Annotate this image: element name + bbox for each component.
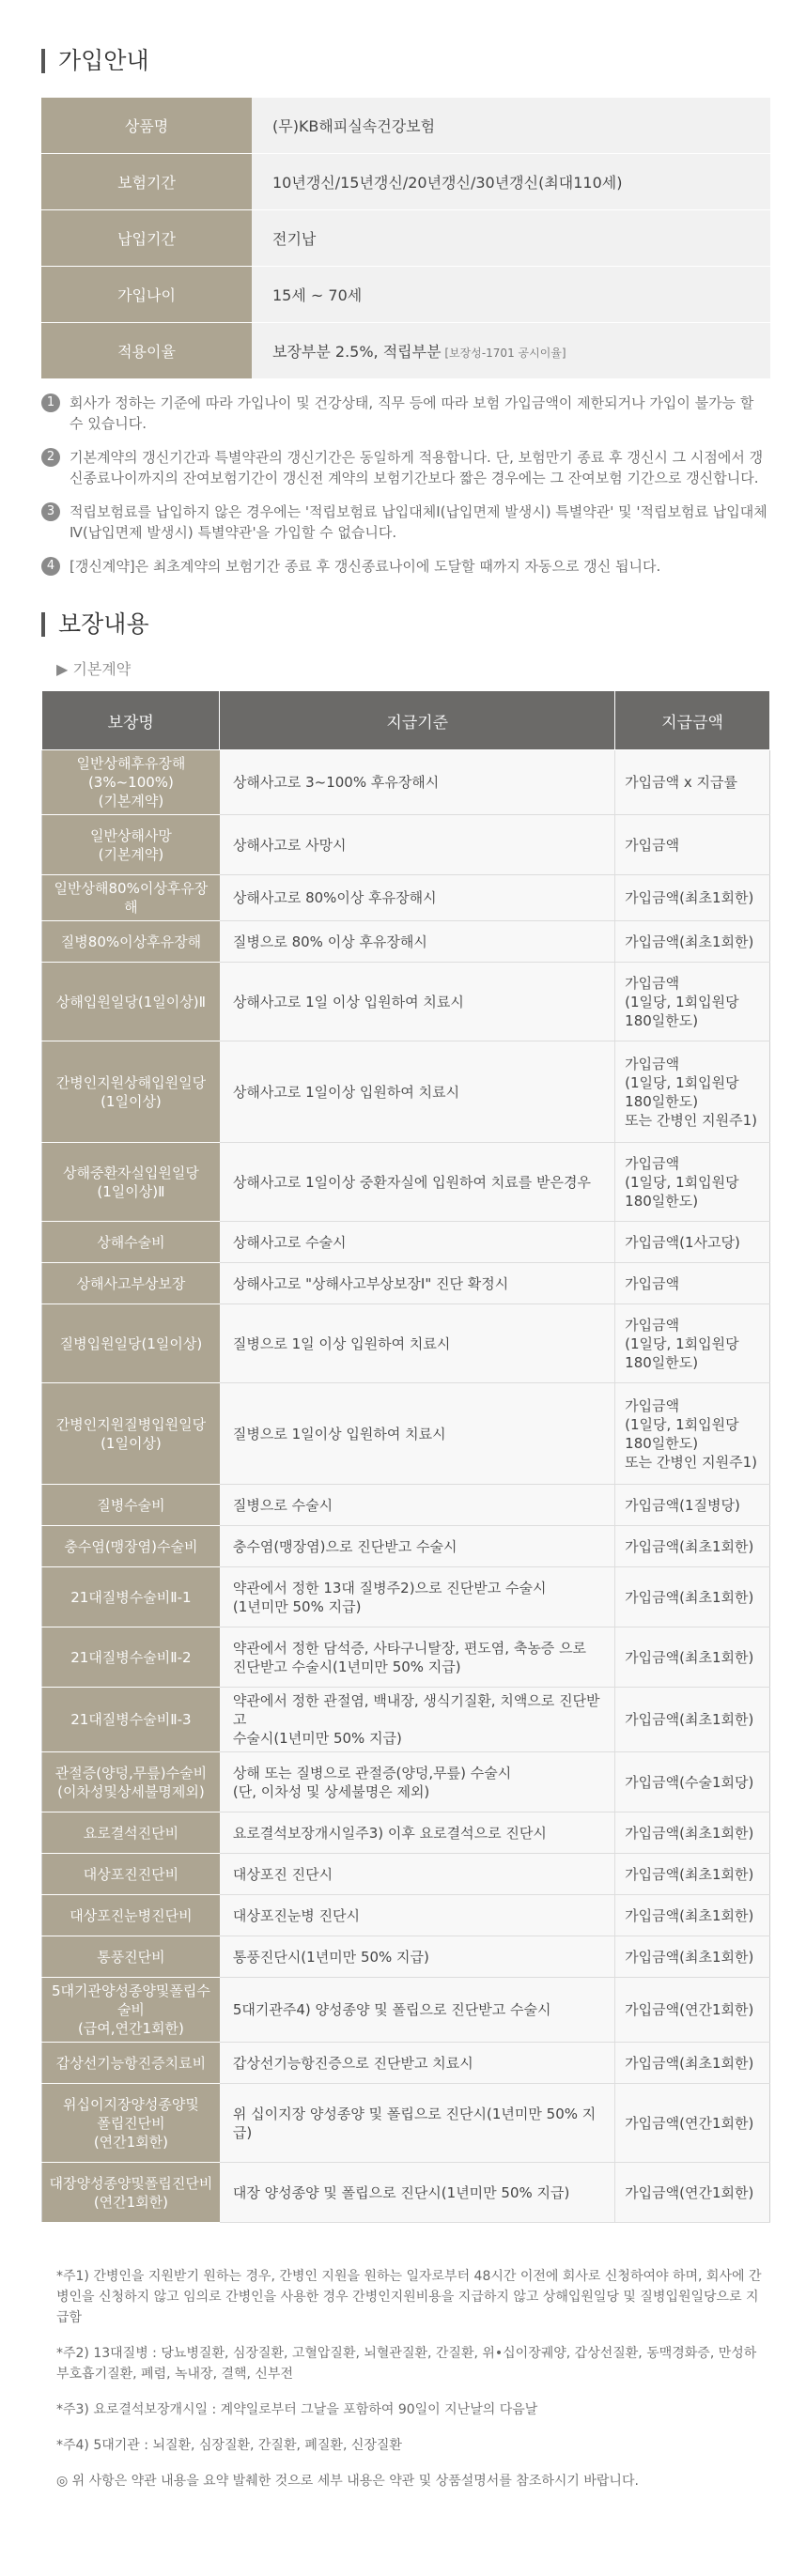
coverage-name: 21대질병수술비Ⅱ-2 xyxy=(42,1627,220,1688)
coverage-name: 대상포진눈병진단비 xyxy=(42,1895,220,1936)
coverage-amount: 가입금액 (1일당, 1회입원당 180일한도) 또는 간병인 지원주1) xyxy=(615,1383,770,1485)
coverage-amount: 가입금액(최초1회한) xyxy=(615,1627,770,1688)
coverage-amount: 가입금액(연간1회한) xyxy=(615,2163,770,2223)
coverage-criteria: 상해사고로 "상해사고부상보장Ⅰ" 진단 확정시 xyxy=(220,1263,615,1304)
coverage-amount: 가입금액 (1일당, 1회입원당 180일한도) 또는 간병인 지원주1) xyxy=(615,1041,770,1143)
coverage-name: 21대질병수술비Ⅱ-1 xyxy=(42,1567,220,1627)
coverage-name: 상해입원일당(1일이상)Ⅱ xyxy=(42,963,220,1041)
coverage-amount: 가입금액(최초1회한) xyxy=(615,1567,770,1627)
coverage-row xyxy=(42,750,770,815)
coverage-amount: 가입금액(연간1회한) xyxy=(615,1978,770,2043)
coverage-criteria: 상해사고로 1일 이상 입원하여 치료시 xyxy=(220,963,615,1041)
coverage-criteria: 질병으로 80% 이상 후유장해시 xyxy=(220,921,615,963)
coverage-row xyxy=(42,1895,770,1936)
info-value-note: [보장성-1701 공시이율] xyxy=(441,347,566,360)
coverage-criteria: 요로결석보장개시일주3) 이후 요로결석으로 진단시 xyxy=(220,1812,615,1854)
coverage-row xyxy=(42,815,770,875)
header-coverage-name: 보장명 xyxy=(42,691,220,750)
info-key: 보험기간 xyxy=(41,154,252,210)
coverage-name: 일반상해80%이상후유장해 xyxy=(42,875,220,921)
footnote: *주2) 13대질병 : 당뇨병질환, 심장질환, 고혈압질환, 뇌혈관질환, 간질환, 위•십이장궤양, 갑상선질환, 동맥경화증, 만성하부호흡기질환, 폐렴, 녹내장, 결핵, 신부전 xyxy=(56,2346,757,2382)
info-value xyxy=(252,154,770,210)
note-text: 적립보험료를 납입하지 않은 경우에는 '적립보험료 납입대체Ⅰ(납입면제 발생시) 특별약관' 및 '적립보험료 납입대체Ⅳ(납입면제 발생시) 특별약관'을 가입할 수 없습니다. xyxy=(70,503,767,541)
coverage-name: 상해수술비 xyxy=(42,1222,220,1263)
coverage-name: 일반상해후유장해(3%~100%) (기본계약) xyxy=(42,750,220,815)
footnote: *주4) 5대기관 : 뇌질환, 심장질환, 간질환, 폐질환, 신장질환 xyxy=(56,2438,402,2453)
coverage-row xyxy=(42,1383,770,1485)
footnote: ◎ 위 사항은 약관 내용을 요약 발췌한 것으로 세부 내용은 약관 및 상품설명서를 참조하시기 바랍니다. xyxy=(56,2474,639,2489)
coverage-criteria: 대장 양성종양 및 폴립으로 진단시(1년미만 50% 지급) xyxy=(220,2163,615,2223)
note-text: 회사가 정하는 기준에 따라 가입나이 및 건강상태, 직무 등에 따라 보험 가입금액이 제한되거나 가입이 불가능 할 수 있습니다. xyxy=(70,394,754,432)
coverage-row xyxy=(42,1304,770,1383)
coverage-criteria: 상해사고로 수술시 xyxy=(220,1222,615,1263)
info-row xyxy=(41,210,770,267)
footnote: *주1) 간병인을 지원받기 원하는 경우, 간병인 지원을 원하는 일자로부터 48시간 이전에 회사로 신청하여야 하며, 회사에 간병인을 신청하지 않고 임의로 간병인을 사용한 경우 간병인지원비용을 지급하지 않고 상해입원일당 및 질병입원일당으로 지급함 xyxy=(56,2269,762,2325)
section-title-join-info: 가입안내 xyxy=(41,49,149,73)
coverage-amount: 가입금액(1질병당) xyxy=(615,1485,770,1526)
coverage-criteria: 질병으로 1일이상 입원하여 치료시 xyxy=(220,1383,615,1485)
info-value-text: 전기납 xyxy=(272,230,317,248)
note-number-icon: 4 xyxy=(41,557,60,576)
coverage-row xyxy=(42,1222,770,1263)
note-number-icon: 1 xyxy=(41,393,60,412)
coverage-name: 대상포진진단비 xyxy=(42,1854,220,1895)
coverage-criteria: 5대기관주4) 양성종양 및 폴립으로 진단받고 수술시 xyxy=(220,1978,615,2043)
coverage-name: 일반상해사망 (기본계약) xyxy=(42,815,220,875)
coverage-criteria: 충수염(맹장염)으로 진단받고 수술시 xyxy=(220,1526,615,1567)
coverage-amount: 가입금액(최초1회한) xyxy=(615,921,770,963)
note-text: [갱신계약]은 최초계약의 보험기간 종료 후 갱신종료나이에 도달할 때까지 자동으로 갱신 됩니다. xyxy=(70,558,661,575)
info-value xyxy=(252,210,770,267)
coverage-row xyxy=(42,963,770,1041)
coverage-criteria: 질병으로 수술시 xyxy=(220,1485,615,1526)
info-row xyxy=(41,98,770,154)
coverage-row xyxy=(42,1688,770,1752)
coverage-name: 충수염(맹장염)수술비 xyxy=(42,1526,220,1567)
coverage-name: 통풍진단비 xyxy=(42,1936,220,1978)
coverage-row xyxy=(42,875,770,921)
coverage-amount: 가입금액(최초1회한) xyxy=(615,2043,770,2084)
coverage-name: 간병인지원질병입원일당 (1일이상) xyxy=(42,1383,220,1485)
coverage-criteria: 대상포진 진단시 xyxy=(220,1854,615,1895)
coverage-criteria: 상해사고로 1일이상 중환자실에 입원하여 치료를 받은경우 xyxy=(220,1143,615,1222)
info-key: 상품명 xyxy=(41,98,252,154)
coverage-name: 질병입원일당(1일이상) xyxy=(42,1304,220,1383)
coverage-row xyxy=(42,1485,770,1526)
coverage-row xyxy=(42,1812,770,1854)
coverage-name: 관절증(양덩,무릎)수술비 (이차성및상세불명제외) xyxy=(42,1752,220,1812)
coverage-criteria: 갑상선기능항진증으로 진단받고 치료시 xyxy=(220,2043,615,2084)
info-value xyxy=(252,267,770,323)
coverage-row xyxy=(42,1627,770,1688)
coverage-row xyxy=(42,1752,770,1812)
coverage-amount: 가입금액(최초1회한) xyxy=(615,1895,770,1936)
coverage-criteria: 상해사고로 80%이상 후유장해시 xyxy=(220,875,615,921)
info-row xyxy=(41,323,770,379)
join-info-table xyxy=(41,98,770,379)
coverage-amount: 가입금액 xyxy=(615,1263,770,1304)
header-criteria: 지급기준 xyxy=(220,691,615,750)
coverage-criteria: 대상포진눈병 진단시 xyxy=(220,1895,615,1936)
coverage-name: 21대질병수술비Ⅱ-3 xyxy=(42,1688,220,1752)
coverage-amount: 가입금액(최초1회한) xyxy=(615,1812,770,1854)
coverage-criteria: 상해사고로 3~100% 후유장해시 xyxy=(220,750,615,815)
info-key: 가입나이 xyxy=(41,267,252,323)
info-row xyxy=(41,267,770,323)
coverage-criteria: 상해사고로 1일이상 입원하여 치료시 xyxy=(220,1041,615,1143)
note-number-icon: 3 xyxy=(41,502,60,521)
footnotes xyxy=(56,2266,763,2507)
note-item xyxy=(41,556,770,577)
join-info-notes xyxy=(41,393,770,584)
coverage-row xyxy=(42,1526,770,1567)
coverage-amount: 가입금액(최초1회한) xyxy=(615,875,770,921)
info-value xyxy=(252,323,770,379)
info-value-text: 15세 ~ 70세 xyxy=(272,286,363,304)
coverage-amount: 가입금액(수술1회당) xyxy=(615,1752,770,1812)
header-amount: 지급금액 xyxy=(615,691,770,750)
coverage-criteria: 위 십이지장 양성종양 및 폴립으로 진단시(1년미만 50% 지급) xyxy=(220,2084,615,2163)
note-text: 기본계약의 갱신기간과 특별약관의 갱신기간은 동일하게 적용합니다. 단, 보험만기 종료 후 갱신시 그 시점에서 갱신종료나이까지의 잔여보험기간이 갱신전 계약의 보험기간보다 짧은 경우에는 그 잔여보험 기간으로 갱신합니다. xyxy=(70,449,764,486)
info-row xyxy=(41,154,770,210)
coverage-row xyxy=(42,1978,770,2043)
coverage-name: 질병80%이상후유장해 xyxy=(42,921,220,963)
coverage-amount: 가입금액 (1일당, 1회입원당 180일한도) xyxy=(615,1143,770,1222)
coverage-row xyxy=(42,1854,770,1895)
coverage-criteria: 질병으로 1일 이상 입원하여 치료시 xyxy=(220,1304,615,1383)
info-value-text: (무)KB해피실속건강보험 xyxy=(272,117,436,135)
coverage-criteria: 상해 또는 질병으로 관절증(양덩,무릎) 수술시 (단, 이차성 및 상세불명은 제외) xyxy=(220,1752,615,1812)
note-item xyxy=(41,393,770,434)
coverage-amount: 가입금액(1사고당) xyxy=(615,1222,770,1263)
coverage-row xyxy=(42,1143,770,1222)
coverage-name: 위십이지장양성종양및 폴립진단비 (연간1회한) xyxy=(42,2084,220,2163)
coverage-amount: 가입금액 x 지급률 xyxy=(615,750,770,815)
coverage-amount: 가입금액 (1일당, 1회입원당 180일한도) xyxy=(615,963,770,1041)
note-item xyxy=(41,447,770,488)
coverage-criteria: 약관에서 정한 관절염, 백내장, 생식기질환, 치액으로 진단받고 수술시(1년미만 50% 지급) xyxy=(220,1688,615,1752)
coverage-table xyxy=(41,690,770,2223)
coverage-amount: 가입금액(최초1회한) xyxy=(615,1936,770,1978)
coverage-criteria: 약관에서 정한 담석증, 사타구니탈장, 편도염, 축농증 으로 진단받고 수술시(1년미만 50% 지급) xyxy=(220,1627,615,1688)
coverage-name: 갑상선기능항진증치료비 xyxy=(42,2043,220,2084)
section-title-coverage: 보장내용 xyxy=(41,612,149,637)
coverage-name: 상해중환자실입원일당 (1일이상)Ⅱ xyxy=(42,1143,220,1222)
coverage-criteria: 상해사고로 사망시 xyxy=(220,815,615,875)
coverage-amount: 가입금액(최초1회한) xyxy=(615,1526,770,1567)
info-key: 납입기간 xyxy=(41,210,252,267)
coverage-amount: 가입금액(최초1회한) xyxy=(615,1854,770,1895)
info-key: 적용이율 xyxy=(41,323,252,379)
coverage-amount: 가입금액(연간1회한) xyxy=(615,2084,770,2163)
coverage-row xyxy=(42,921,770,963)
coverage-name: 5대기관양성종양및폴립수술비 (급여,연간1회한) xyxy=(42,1978,220,2043)
coverage-row xyxy=(42,1567,770,1627)
coverage-amount: 가입금액(최초1회한) xyxy=(615,1688,770,1752)
footnote: *주3) 요로결석보장개시일 : 계약일로부터 그날을 포함하여 90일이 지난날의 다음날 xyxy=(56,2402,538,2417)
coverage-row xyxy=(42,2163,770,2223)
coverage-row xyxy=(42,1041,770,1143)
note-number-icon: 2 xyxy=(41,448,60,467)
coverage-name: 요로결석진단비 xyxy=(42,1812,220,1854)
coverage-row xyxy=(42,1263,770,1304)
coverage-row xyxy=(42,1936,770,1978)
coverage-row xyxy=(42,2043,770,2084)
coverage-name: 간병인지원상해입원일당 (1일이상) xyxy=(42,1041,220,1143)
coverage-criteria: 통풍진단시(1년미만 50% 지급) xyxy=(220,1936,615,1978)
coverage-name: 대장양성종양및폴립진단비 (연간1회한) xyxy=(42,2163,220,2223)
coverage-amount: 가입금액 (1일당, 1회입원당 180일한도) xyxy=(615,1304,770,1383)
coverage-criteria: 약관에서 정한 13대 질병주2)으로 진단받고 수술시 (1년미만 50% 지급) xyxy=(220,1567,615,1627)
info-value xyxy=(252,98,770,154)
coverage-row xyxy=(42,2084,770,2163)
coverage-name: 상해사고부상보장 xyxy=(42,1263,220,1304)
info-value-text: 10년갱신/15년갱신/20년갱신/30년갱신(최대110세) xyxy=(272,174,623,192)
coverage-subtitle: ▶ 기본계약 xyxy=(56,660,132,678)
coverage-amount: 가입금액 xyxy=(615,815,770,875)
note-item xyxy=(41,501,770,543)
coverage-name: 질병수술비 xyxy=(42,1485,220,1526)
info-value-text: 보장부분 2.5%, 적립부분 xyxy=(272,343,442,361)
